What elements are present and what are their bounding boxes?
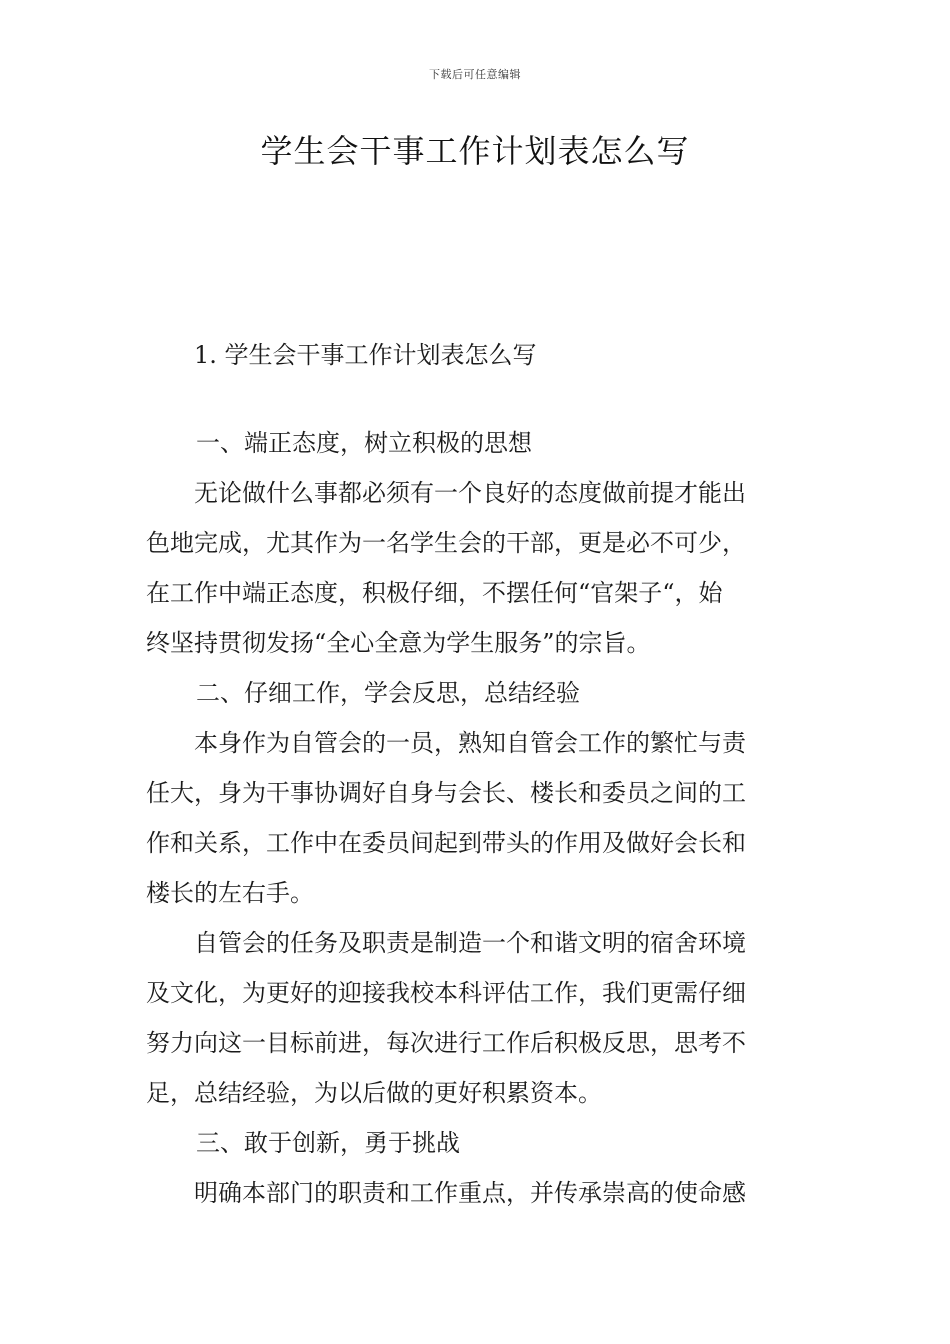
- paragraph-line: 努力向这一目标前进，每次进行工作后积极反思，思考不: [146, 1029, 746, 1057]
- section-heading-3: 三、敢于创新，勇于挑战: [196, 1129, 460, 1157]
- section-heading-2: 二、仔细工作，学会反思，总结经验: [196, 679, 580, 707]
- paragraph-line: 色地完成，尤其作为一名学生会的干部，更是必不可少，: [146, 529, 746, 557]
- header-note: 下载后可任意编辑: [429, 68, 521, 81]
- paragraph-line: 楼长的左右手。: [146, 879, 314, 907]
- paragraph-line: 及文化，为更好的迎接我校本科评估工作，我们更需仔细: [146, 979, 746, 1007]
- document-title: 学生会干事工作计划表怎么写: [260, 132, 690, 170]
- spacer: [146, 380, 808, 418]
- paragraph-line: 明确本部门的职责和工作重点，并传承崇高的使命感: [194, 1179, 746, 1207]
- paragraph-line: 任大，身为干事协调好自身与会长、楼长和委员之间的工: [146, 779, 746, 807]
- document-body: [146, 330, 808, 1218]
- paragraph-line: 自管会的任务及职责是制造一个和谐文明的宿舍环境: [194, 929, 746, 957]
- section-heading-1: 一、端正态度，树立积极的思想: [196, 429, 532, 457]
- paragraph-line: 在工作中端正态度，积极仔细，不摆任何“官架子“，始: [146, 579, 723, 607]
- item-heading: 1. 学生会干事工作计划表怎么写: [194, 341, 537, 369]
- paragraph-line: 作和关系，工作中在委员间起到带头的作用及做好会长和: [146, 829, 746, 857]
- paragraph-line: 本身作为自管会的一员，熟知自管会工作的繁忙与责: [194, 729, 746, 757]
- paragraph-line: 足，总结经验，为以后做的更好积累资本。: [146, 1079, 602, 1107]
- paragraph-line: 终坚持贯彻发扬“全心全意为学生服务”的宗旨。: [146, 629, 651, 657]
- paragraph-line: 无论做什么事都必须有一个良好的态度做前提才能出: [194, 479, 746, 507]
